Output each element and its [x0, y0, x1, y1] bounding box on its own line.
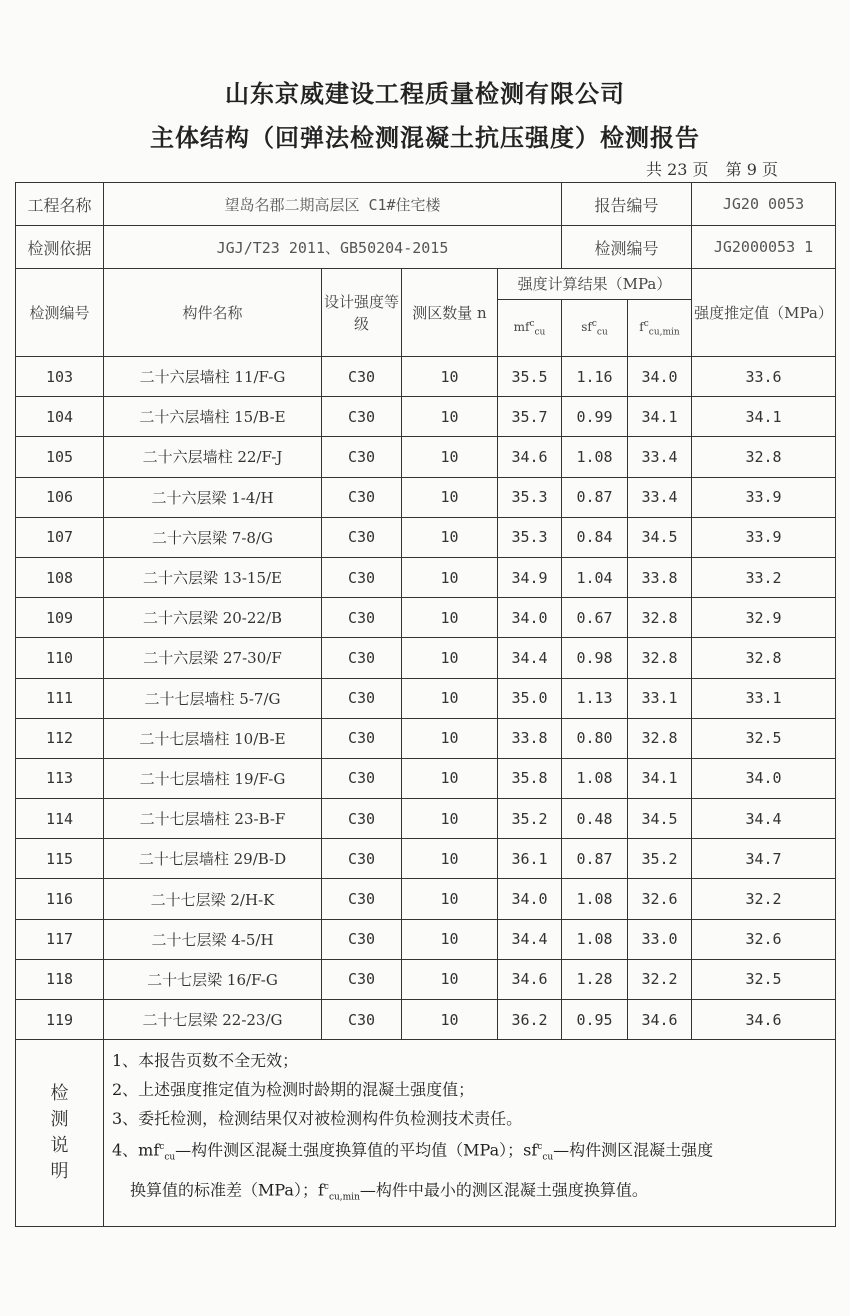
cell-test-no: 116	[16, 879, 104, 919]
cell-zone-count: 10	[402, 1000, 498, 1040]
cell-zone-count: 10	[402, 758, 498, 798]
cell-mean: 35.7	[498, 397, 562, 437]
notes-label-text: 检测说明	[50, 1083, 69, 1183]
company-name: 山东京威建设工程质量检测有限公司	[225, 79, 625, 108]
cell-zone-count: 10	[402, 557, 498, 597]
col-mean: $mf^c_{cu}$	[498, 300, 562, 357]
cell-component: 二十六层梁 1-4/H	[104, 477, 322, 517]
table-row	[16, 959, 836, 999]
cell-mean: 35.8	[498, 758, 562, 798]
project-row	[16, 183, 836, 226]
cell-std: 1.16	[562, 357, 628, 397]
table-row	[16, 879, 836, 919]
cell-grade: C30	[322, 638, 402, 678]
cell-min: 35.2	[628, 839, 692, 879]
cell-estimated: 34.7	[692, 839, 836, 879]
cell-std: 0.99	[562, 397, 628, 437]
project-value: 望岛名郡二期高层区 C1#住宅楼	[104, 183, 562, 226]
cell-component: 二十六层墙柱 15/B-E	[104, 397, 322, 437]
cell-estimated: 32.2	[692, 879, 836, 919]
cell-mean: 34.0	[498, 879, 562, 919]
cell-std: 1.28	[562, 959, 628, 999]
cell-test-no: 107	[16, 517, 104, 557]
cell-estimated: 32.8	[692, 638, 836, 678]
cell-mean: 34.9	[498, 557, 562, 597]
cell-component: 二十七层梁 4-5/H	[104, 919, 322, 959]
cell-grade: C30	[322, 357, 402, 397]
note-3: 3、委托检测，检测结果仅对被检测构件负检测技术责任。	[112, 1109, 523, 1129]
cell-zone-count: 10	[402, 959, 498, 999]
cell-estimated: 33.1	[692, 678, 836, 718]
cell-grade: C30	[322, 799, 402, 839]
cell-grade: C30	[322, 517, 402, 557]
table-row	[16, 477, 836, 517]
cell-estimated: 32.9	[692, 598, 836, 638]
cell-grade: C30	[322, 557, 402, 597]
col-test-no: 检测编号	[16, 269, 104, 357]
cell-grade: C30	[322, 598, 402, 638]
cell-estimated: 33.6	[692, 357, 836, 397]
cell-estimated: 32.5	[692, 959, 836, 999]
table-row	[16, 598, 836, 638]
cell-component: 二十六层梁 27-30/F	[104, 638, 322, 678]
project-label: 工程名称	[16, 183, 104, 226]
cell-zone-count: 10	[402, 839, 498, 879]
cell-estimated: 33.2	[692, 557, 836, 597]
cell-test-no: 118	[16, 959, 104, 999]
cell-std: 0.48	[562, 799, 628, 839]
cell-zone-count: 10	[402, 678, 498, 718]
cell-test-no: 119	[16, 1000, 104, 1040]
cell-grade: C30	[322, 839, 402, 879]
cell-mean: 35.3	[498, 477, 562, 517]
cell-mean: 34.6	[498, 959, 562, 999]
cell-min: 34.5	[628, 799, 692, 839]
cell-mean: 35.5	[498, 357, 562, 397]
cell-min: 33.8	[628, 557, 692, 597]
cell-zone-count: 10	[402, 598, 498, 638]
cell-min: 34.1	[628, 397, 692, 437]
cell-estimated: 34.4	[692, 799, 836, 839]
cell-estimated: 34.6	[692, 1000, 836, 1040]
report-table	[15, 182, 836, 1227]
cell-estimated: 34.1	[692, 397, 836, 437]
test-no-label: 检测编号	[562, 226, 692, 269]
cell-test-no: 106	[16, 477, 104, 517]
cell-test-no: 109	[16, 598, 104, 638]
cell-min: 32.8	[628, 638, 692, 678]
cell-zone-count: 10	[402, 477, 498, 517]
cell-min: 34.6	[628, 1000, 692, 1040]
cell-estimated: 32.6	[692, 919, 836, 959]
note-2: 2、上述强度推定值为检测时龄期的混凝土强度值；	[112, 1080, 475, 1100]
table-row	[16, 758, 836, 798]
table-row	[16, 357, 836, 397]
cell-mean: 33.8	[498, 718, 562, 758]
cell-grade: C30	[322, 718, 402, 758]
cell-component: 二十七层墙柱 5-7/G	[104, 678, 322, 718]
table-row	[16, 517, 836, 557]
cell-test-no: 110	[16, 638, 104, 678]
col-component: 构件名称	[104, 269, 322, 357]
table-row	[16, 839, 836, 879]
table-row	[16, 718, 836, 758]
cell-std: 1.04	[562, 557, 628, 597]
cell-component: 二十六层梁 20-22/B	[104, 598, 322, 638]
col-std: $sf^c_{cu}$	[562, 300, 628, 357]
cell-test-no: 111	[16, 678, 104, 718]
cell-std: 0.84	[562, 517, 628, 557]
cell-component: 二十六层梁 7-8/G	[104, 517, 322, 557]
cell-grade: C30	[322, 397, 402, 437]
cell-std: 0.67	[562, 598, 628, 638]
cell-std: 0.87	[562, 839, 628, 879]
cell-min: 32.2	[628, 959, 692, 999]
cell-min: 34.0	[628, 357, 692, 397]
cell-min: 33.1	[628, 678, 692, 718]
cell-test-no: 104	[16, 397, 104, 437]
cell-component: 二十七层墙柱 10/B-E	[104, 718, 322, 758]
report-title: 主体结构（回弹法检测混凝土抗压强度）检测报告	[150, 123, 700, 152]
cell-zone-count: 10	[402, 397, 498, 437]
notes-label	[16, 1040, 104, 1227]
cell-std: 1.08	[562, 919, 628, 959]
table-row	[16, 437, 836, 477]
cell-test-no: 114	[16, 799, 104, 839]
cell-std: 0.80	[562, 718, 628, 758]
cell-grade: C30	[322, 1000, 402, 1040]
cell-mean: 34.4	[498, 919, 562, 959]
cell-component: 二十七层梁 16/F-G	[104, 959, 322, 999]
cell-std: 0.95	[562, 1000, 628, 1040]
cell-std: 0.87	[562, 477, 628, 517]
col-min: $f^c_{cu,min}$	[628, 300, 692, 357]
note-4a: 4、$mf^c_{cu}—$构件测区混凝土强度换算值的平均值（MPa）；$sf^c_{cu}—$构件测区混凝土强度	[112, 1140, 714, 1163]
table-row	[16, 919, 836, 959]
cell-component: 二十七层梁 2/H-K	[104, 879, 322, 919]
cell-std: 1.08	[562, 879, 628, 919]
notes-body	[104, 1040, 836, 1227]
table-row	[16, 799, 836, 839]
cell-grade: C30	[322, 959, 402, 999]
basis-row	[16, 226, 836, 269]
cell-mean: 34.4	[498, 638, 562, 678]
cell-grade: C30	[322, 477, 402, 517]
cell-estimated: 32.8	[692, 437, 836, 477]
cell-test-no: 117	[16, 919, 104, 959]
col-design-grade: 设计强度等级	[322, 269, 402, 357]
note-4b: 换算值的标准差（MPa）；$f^c_{cu,min}—$构件中最小的测区混凝土强度换算值。	[130, 1180, 648, 1203]
cell-mean: 35.0	[498, 678, 562, 718]
cell-estimated: 32.5	[692, 718, 836, 758]
cell-std: 1.08	[562, 437, 628, 477]
cell-grade: C30	[322, 437, 402, 477]
basis-label: 检测依据	[16, 226, 104, 269]
cell-min: 33.4	[628, 437, 692, 477]
basis-value: JGJ/T23 2011、GB50204-2015	[104, 226, 562, 269]
cell-min: 34.5	[628, 517, 692, 557]
cell-component: 二十六层梁 13-15/E	[104, 557, 322, 597]
data-rows	[16, 357, 836, 1040]
column-header-row	[16, 269, 836, 300]
cell-min: 32.8	[628, 718, 692, 758]
page-indicator	[634, 157, 778, 180]
cell-mean: 34.6	[498, 437, 562, 477]
cell-mean: 35.3	[498, 517, 562, 557]
table-row	[16, 557, 836, 597]
col-estimated: 强度推定值（MPa）	[692, 269, 836, 357]
cell-zone-count: 10	[402, 879, 498, 919]
cell-test-no: 115	[16, 839, 104, 879]
total-pages: 共 23 页	[646, 160, 709, 179]
cell-std: 0.98	[562, 638, 628, 678]
cell-std: 1.13	[562, 678, 628, 718]
cell-estimated: 33.9	[692, 477, 836, 517]
cell-grade: C30	[322, 919, 402, 959]
cell-component: 二十七层墙柱 23-B-F	[104, 799, 322, 839]
cell-std: 1.08	[562, 758, 628, 798]
cell-mean: 35.2	[498, 799, 562, 839]
cell-test-no: 105	[16, 437, 104, 477]
cell-zone-count: 10	[402, 517, 498, 557]
cell-test-no: 103	[16, 357, 104, 397]
table-row	[16, 397, 836, 437]
cell-mean: 36.1	[498, 839, 562, 879]
note-1: 1、本报告页数不全无效；	[112, 1051, 299, 1071]
cell-estimated: 34.0	[692, 758, 836, 798]
report-no-value: JG20 0053	[692, 183, 836, 226]
cell-grade: C30	[322, 758, 402, 798]
cell-grade: C30	[322, 678, 402, 718]
cell-mean: 34.0	[498, 598, 562, 638]
current-page: 第 9 页	[725, 160, 778, 179]
cell-component: 二十七层梁 22-23/G	[104, 1000, 322, 1040]
cell-grade: C30	[322, 879, 402, 919]
cell-test-no: 113	[16, 758, 104, 798]
col-calc-result: 强度计算结果（MPa）	[498, 269, 692, 300]
cell-zone-count: 10	[402, 718, 498, 758]
cell-component: 二十七层墙柱 29/B-D	[104, 839, 322, 879]
cell-component: 二十六层墙柱 22/F-J	[104, 437, 322, 477]
cell-zone-count: 10	[402, 919, 498, 959]
cell-min: 32.8	[628, 598, 692, 638]
notes-row	[16, 1040, 836, 1227]
cell-estimated: 33.9	[692, 517, 836, 557]
cell-component: 二十七层墙柱 19/F-G	[104, 758, 322, 798]
col-zone-count: 测区数量 n	[402, 269, 498, 357]
cell-min: 32.6	[628, 879, 692, 919]
cell-component: 二十六层墙柱 11/F-G	[104, 357, 322, 397]
table-row	[16, 638, 836, 678]
cell-test-no: 112	[16, 718, 104, 758]
cell-zone-count: 10	[402, 357, 498, 397]
report-no-label: 报告编号	[562, 183, 692, 226]
table-row	[16, 678, 836, 718]
cell-zone-count: 10	[402, 437, 498, 477]
cell-min: 33.0	[628, 919, 692, 959]
cell-mean: 36.2	[498, 1000, 562, 1040]
cell-zone-count: 10	[402, 799, 498, 839]
cell-zone-count: 10	[402, 638, 498, 678]
cell-min: 33.4	[628, 477, 692, 517]
table-row	[16, 1000, 836, 1040]
test-no-value: JG2000053 1	[692, 226, 836, 269]
cell-test-no: 108	[16, 557, 104, 597]
cell-min: 34.1	[628, 758, 692, 798]
